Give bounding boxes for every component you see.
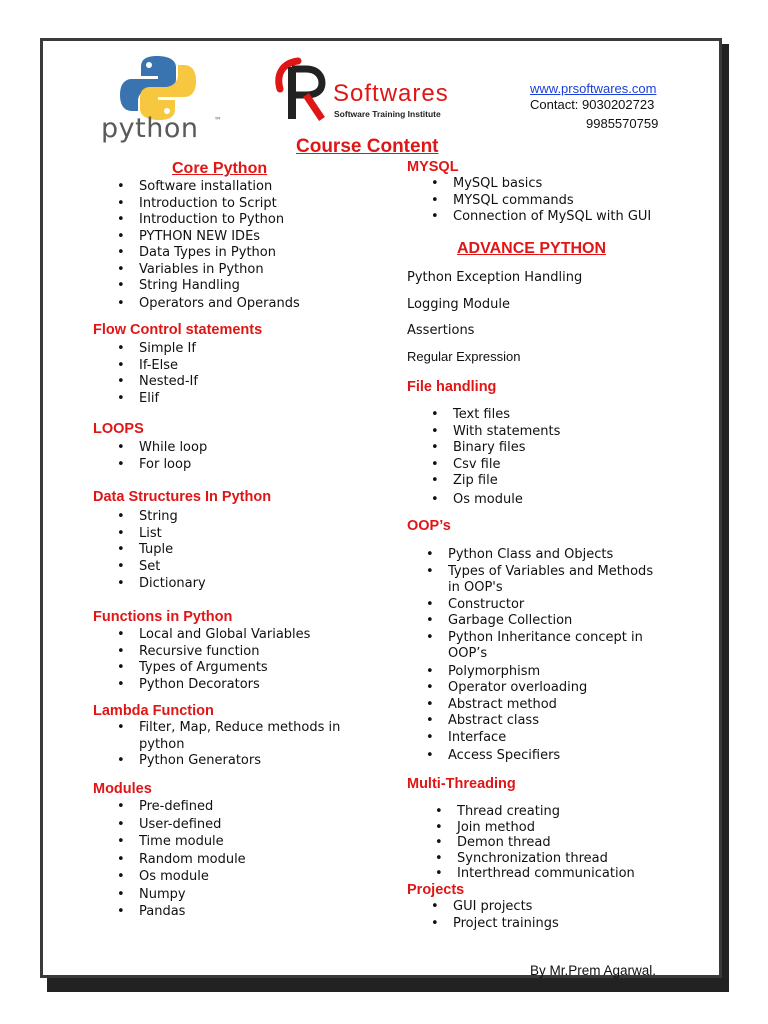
list-item: • Os module xyxy=(453,492,560,509)
list-item: • MYSQL commands xyxy=(453,193,651,210)
list-item: • Python Inheritance concept in xyxy=(448,630,653,647)
heading-modules: Modules xyxy=(93,781,152,797)
list-item: • Nested-If xyxy=(139,374,198,391)
list-item: • Types of Variables and Methods xyxy=(448,564,653,581)
list-item: • Local and Global Variables xyxy=(139,627,310,644)
list-functions xyxy=(139,627,310,693)
list-projects xyxy=(453,899,559,932)
list-item: • Abstract method xyxy=(448,697,653,714)
list-item: • Variables in Python xyxy=(139,262,300,279)
list-item: • Pre-defined xyxy=(139,799,246,816)
list-item: • Time module xyxy=(139,834,246,851)
list-item: • Introduction to Script xyxy=(139,196,300,213)
list-item: • Demon thread xyxy=(457,835,635,852)
trademark: ™ xyxy=(214,116,222,125)
list-item: • Connection of MySQL with GUI xyxy=(453,209,651,226)
heading-advance-python: ADVANCE PYTHON xyxy=(457,240,607,257)
list-item: • Types of Arguments xyxy=(139,660,310,677)
list-data-structures xyxy=(139,509,206,593)
list-item: • Software installation xyxy=(139,179,300,196)
list-item: • User-defined xyxy=(139,817,246,834)
brand-tagline: Software Training Institute xyxy=(334,109,441,119)
heading-mysql: MYSQL xyxy=(407,159,459,175)
list-multi-threading xyxy=(457,804,635,883)
list-item: • Join method xyxy=(457,820,635,837)
list-item: • Thread creating xyxy=(457,804,635,821)
heading-lambda: Lambda Function xyxy=(93,703,214,719)
list-item: • MySQL basics xyxy=(453,176,651,193)
contact-phone: Contact: 9030202723 xyxy=(530,97,655,112)
list-item: • List xyxy=(139,526,206,543)
list-item: • Introduction to Python xyxy=(139,212,300,229)
heading-flow-control: Flow Control statements xyxy=(93,322,263,338)
topic-exception-handling: Python Exception Handling xyxy=(407,270,583,285)
list-item: • Zip file xyxy=(453,473,560,490)
list-loops xyxy=(139,440,207,473)
list-item: • String xyxy=(139,509,206,526)
list-item: • Simple If xyxy=(139,341,198,358)
list-item: • Garbage Collection xyxy=(448,613,653,630)
heading-projects: Projects xyxy=(407,882,465,898)
list-item: • Csv file xyxy=(453,457,560,474)
list-item: • Binary files xyxy=(453,440,560,457)
list-item: • While loop xyxy=(139,440,207,457)
list-mysql xyxy=(453,176,651,226)
heading-data-structures: Data Structures In Python xyxy=(93,489,272,505)
list-flow-control xyxy=(139,341,198,407)
topic-assertions: Assertions xyxy=(407,323,475,338)
contact-phone-2: 9985570759 xyxy=(586,116,659,131)
list-item: • Random module xyxy=(139,852,246,869)
heading-file-handling: File handling xyxy=(407,379,497,395)
list-item: • Numpy xyxy=(139,887,246,904)
list-item: • With statements xyxy=(453,424,560,441)
website-link[interactable]: www.prsoftwares.com xyxy=(530,81,657,96)
list-item: • Python Generators xyxy=(139,753,340,770)
list-item: • Set xyxy=(139,559,206,576)
list-item: • Elif xyxy=(139,391,198,408)
list-item: • Data Types in Python xyxy=(139,245,300,262)
list-item: • Os module xyxy=(139,869,246,886)
list-item: • Python Decorators xyxy=(139,677,310,694)
list-item: • Constructor xyxy=(448,597,653,614)
list-item: • Access Specifiers xyxy=(448,748,653,765)
list-item: • If-Else xyxy=(139,358,198,375)
list-item: • Recursive function xyxy=(139,644,310,661)
pr-logo-icon xyxy=(270,55,332,123)
brand-name: Softwares xyxy=(333,80,449,107)
list-item: • Polymorphism xyxy=(448,664,653,681)
list-item: • Text files xyxy=(453,407,560,424)
list-file-handling xyxy=(453,407,560,508)
page-title: Course Content xyxy=(296,136,439,157)
list-item: • Interthread communication xyxy=(457,866,635,883)
heading-oops: OOP’s xyxy=(407,518,451,534)
list-item: • GUI projects xyxy=(453,899,559,916)
list-item: • Abstract class xyxy=(448,713,653,730)
list-item: • Pandas xyxy=(139,904,246,921)
list-item: • Interface xyxy=(448,730,653,747)
topic-regular-expression: Regular Expression xyxy=(407,349,521,364)
list-core-python xyxy=(139,179,300,312)
list-item: • Tuple xyxy=(139,542,206,559)
list-item: • Project trainings xyxy=(453,916,559,933)
list-item: • Synchronization thread xyxy=(457,851,635,868)
list-item: • Python Class and Objects xyxy=(448,547,653,564)
list-item: • Filter, Map, Reduce methods in xyxy=(139,720,340,737)
author-credit: By Mr.Prem Agarwal. xyxy=(530,963,657,978)
list-item: • Operator overloading xyxy=(448,680,653,697)
heading-functions: Functions in Python xyxy=(93,609,233,625)
list-oops xyxy=(448,547,653,765)
heading-multi-threading: Multi-Threading xyxy=(407,776,516,792)
list-item: • For loop xyxy=(139,457,207,474)
list-item: • PYTHON NEW IDEs xyxy=(139,229,300,246)
heading-loops: LOOPS xyxy=(93,421,144,437)
python-snake-icon xyxy=(114,54,200,122)
list-item: • String Handling xyxy=(139,278,300,295)
list-item-continuation: python xyxy=(139,736,185,752)
heading-core-python: Core Python xyxy=(172,160,268,177)
list-lambda xyxy=(139,720,340,770)
topic-logging-module: Logging Module xyxy=(407,297,510,312)
python-logo-text: python xyxy=(101,113,199,144)
list-item: • Dictionary xyxy=(139,576,206,593)
list-item-continuation: in OOP's xyxy=(448,580,503,595)
list-item: • Operators and Operands xyxy=(139,296,300,313)
list-modules xyxy=(139,799,246,921)
list-item-continuation: OOP’s xyxy=(448,646,488,661)
